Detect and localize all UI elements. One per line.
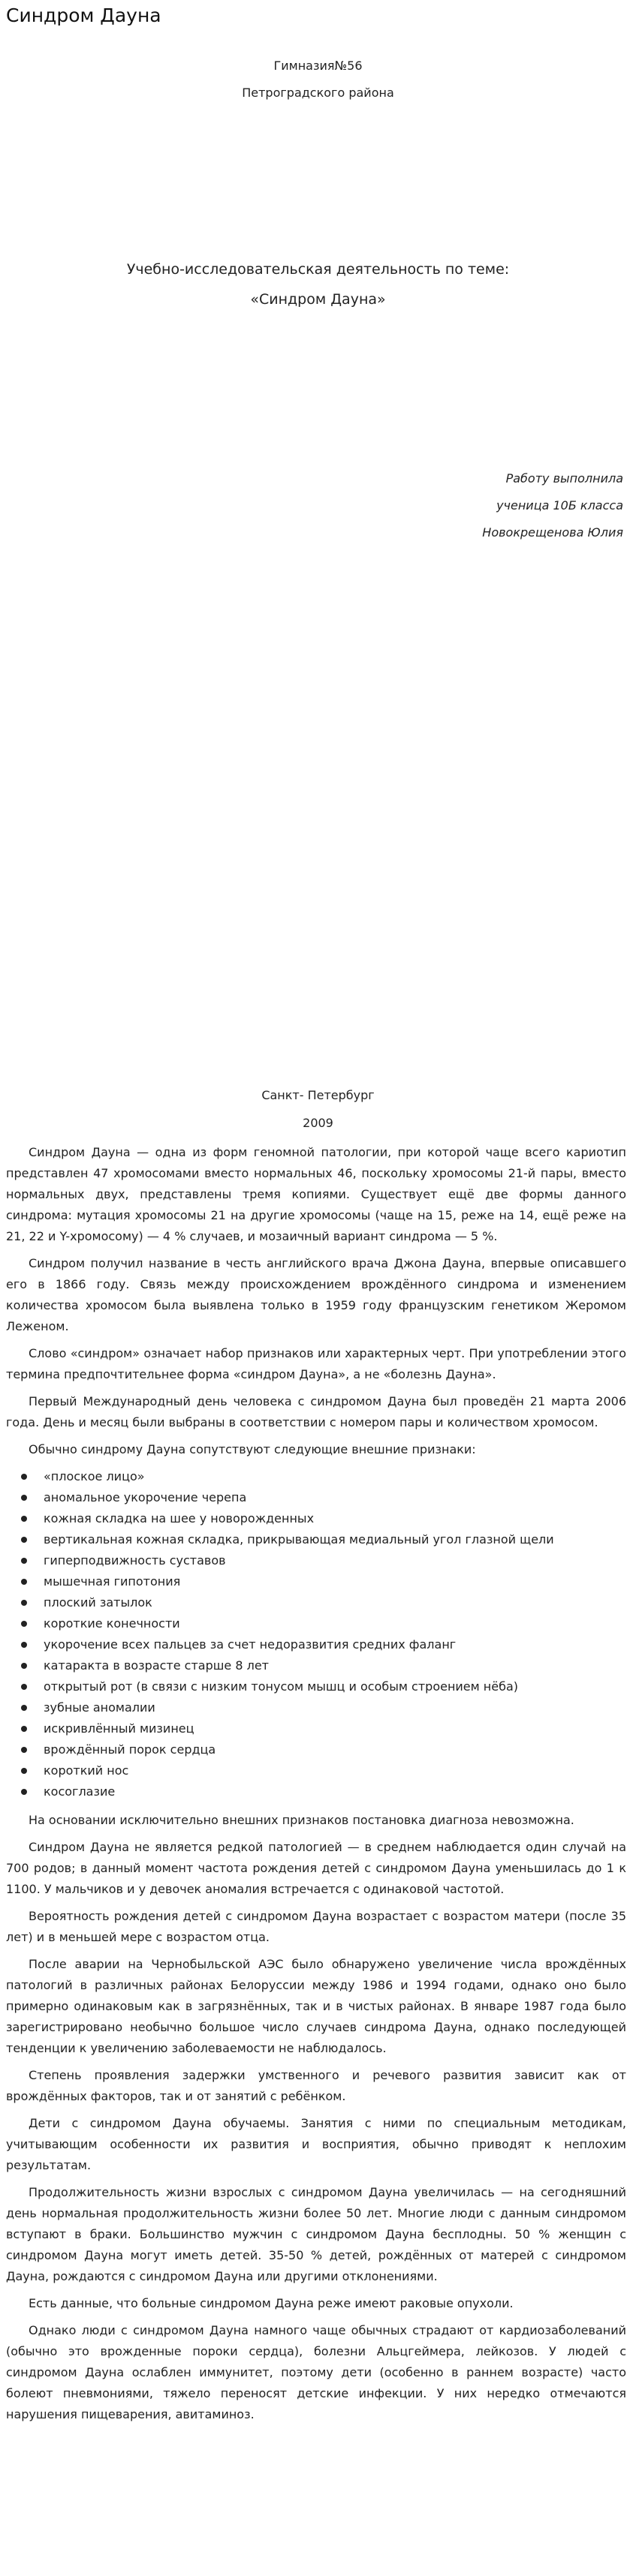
paragraph: Слово «синдром» означает набор признаков или характерных черт. При употреблении этого термина предпочтительнее форма «синдром Дауна», а не «болезнь Дауна». <box>6 1346 626 1381</box>
paragraph: Обычно синдрому Дауна сопутствуют следующие внешние признаки: <box>29 1442 476 1456</box>
bullet-icon <box>21 1789 27 1795</box>
bullet-icon <box>21 1495 27 1501</box>
list-item-text: аномальное укорочение черепа <box>44 1490 247 1504</box>
district-name: Петроградского района <box>242 86 394 100</box>
work-type: Учебно-исследовательская деятельность по теме: <box>126 261 510 278</box>
list-item-text: мышечная гипотония <box>44 1574 181 1589</box>
list-item-text: гиперподвижность суставов <box>44 1553 226 1568</box>
list-item <box>44 1760 626 1781</box>
bullet-icon <box>21 1600 27 1606</box>
city: Санкт- Петербург <box>261 1088 375 1102</box>
list-item-text: «плоское лицо» <box>44 1469 145 1483</box>
list-item-text: зубные аномалии <box>44 1700 155 1715</box>
list-item <box>44 1697 626 1718</box>
bullet-icon <box>21 1537 27 1543</box>
list-item-text: врождённый порок сердца <box>44 1742 216 1757</box>
paragraph: На основании исключительно внешних признаков постановка диагноза невозможна. <box>29 1813 574 1827</box>
list-item-text: короткий нос <box>44 1763 129 1778</box>
paragraph: Однако люди с синдромом Дауна намного чаще обычных страдают от кардиозаболеваний (обычно это врожденные пороки сердца), болезни Альцгеймера, лейкозов. У людей с синдромом Дауна ослаблен иммунитет, поэтому дети (особенно в раннем возрасте) часто болеют пневмониями, тяжело переносят детские инфекции. У них нередко отмечаются нарушения пищеварения, авитаминоз. <box>6 2323 626 2421</box>
paragraph: Первый Международный день человека с синдромом Дауна был проведён 21 марта 2006 года. День и месяц были выбраны в соответствии с номером пары и количеством хромосом. <box>6 1394 626 1429</box>
paragraph: Дети с синдромом Дауна обучаемы. Занятия с ними по специальным методикам, учитывающим особенности их развития и восприятия, обычно приводят к неплохим результатам. <box>6 2116 626 2172</box>
list-item-text: искривлённый мизинец <box>44 1721 194 1736</box>
list-item-text: вертикальная кожная складка, прикрывающая медиальный угол глазной щели <box>44 1532 554 1547</box>
list-item <box>44 1571 626 1592</box>
paragraph: После аварии на Чернобыльской АЭС было обнаружено увеличение числа врождённых патологий в различных районах Белоруссии между 1986 и 1994 годами, однако оно было примерно одинаковым как в загрязнённых, так и в чистых районах. В январе 1987 года было зарегистрировано необычно большое число случаев синдрома Дауна, однако последующей тенденции к увеличению заболеваемости не наблюдалось. <box>6 1957 626 2055</box>
article-body <box>6 1142 626 2431</box>
bullet-icon <box>21 1768 27 1774</box>
signs-list <box>6 1466 626 1802</box>
list-item <box>44 1550 626 1571</box>
paragraph: Синдром Дауна не является редкой патологией — в среднем наблюдается один случай на 700 родов; в данный момент частота рождения детей с синдромом Дауна уменьшилась до 1 к 1100. У мальчиков и у девочек аномалия встречается с одинаковой частотой. <box>6 1840 626 1896</box>
author-line-1: Работу выполнила <box>505 471 623 485</box>
paragraph: Есть данные, что больные синдромом Дауна реже имеют раковые опухоли. <box>29 2296 514 2310</box>
list-item <box>44 1676 626 1697</box>
list-item <box>44 1508 626 1529</box>
list-item <box>44 1781 626 1802</box>
paragraph: Синдром Дауна — одна из форм геномной патологии, при которой чаще всего кариотип представлен 47 хромосомами вместо нормальных 46, поскольку хромосомы 21-й пары, вместо нормальных двух, представлены тремя копиями. Существует ещё две формы данного синдрома: мутация хромосомы 21 на другие хромосомы (чаще на 15, реже на 14, ещё реже на 21, 22 и Y-хромосому) — 4 % случаев, и мозаичный вариант синдрома — 5 %. <box>6 1145 626 1243</box>
paragraph: Вероятность рождения детей с синдромом Дауна возрастает с возрастом матери (после 35 лет) и в меньшей мере с возрастом отца. <box>6 1909 626 1944</box>
list-item <box>44 1466 626 1487</box>
list-item-text: катаракта в возрасте старше 8 лет <box>44 1658 269 1673</box>
list-item-text: кожная складка на шее у новорожденных <box>44 1511 315 1525</box>
list-item-text: открытый рот (в связи с низким тонусом мышц и особым строением нёба) <box>44 1679 519 1694</box>
list-item-text: косоглазие <box>44 1784 116 1799</box>
list-item-text: короткие конечности <box>44 1616 180 1631</box>
bullet-icon <box>21 1663 27 1669</box>
paragraph: Степень проявления задержки умственного и речевого развития зависит как от врождённых факторов, так и от занятий с ребёнком. <box>6 2068 626 2103</box>
bullet-icon <box>21 1705 27 1711</box>
year: 2009 <box>303 1116 333 1130</box>
school-name: Гимназия№56 <box>273 59 363 73</box>
author-line-2: ученица 10Б класса <box>496 498 623 512</box>
list-item <box>44 1655 626 1676</box>
list-item-text: плоский затылок <box>44 1595 152 1610</box>
bullet-icon <box>21 1642 27 1648</box>
list-item <box>44 1613 626 1634</box>
bullet-icon <box>21 1621 27 1627</box>
bullet-icon <box>21 1747 27 1753</box>
bullet-icon <box>21 1684 27 1690</box>
list-item <box>44 1739 626 1760</box>
list-item-text: укорочение всех пальцев за счет недоразвития средних фаланг <box>44 1637 457 1652</box>
bullet-icon <box>21 1474 27 1480</box>
list-item <box>44 1718 626 1739</box>
bullet-icon <box>21 1516 27 1522</box>
list-item <box>44 1529 626 1550</box>
list-item <box>44 1634 626 1655</box>
topic-title: «Синдром Дауна» <box>250 291 386 308</box>
bullet-icon <box>21 1558 27 1564</box>
list-item <box>44 1487 626 1508</box>
bullet-icon <box>21 1726 27 1732</box>
page-title: Синдром Дауна <box>6 5 161 26</box>
paragraph: Продолжительность жизни взрослых с синдромом Дауна увеличилась — на сегодняшний день нормальная продолжительность жизни более 50 лет. Многие люди с данным синдромом вступают в браки. Большинство мужчин с синдромом Дауна бесплодны. 50 % женщин с синдромом Дауна могут иметь детей. 35-50 % детей, рождённых от матерей с синдромом Дауна, рождаются с синдромом Дауна или другими отклонениями. <box>6 2185 626 2283</box>
paragraph: Синдром получил название в честь английского врача Джона Дауна, впервые описавшего его в 1866 году. Связь между происхождением врождённого синдрома и изменением количества хромосом была выявлена только в 1959 году французским генетиком Жеромом Леженом. <box>6 1256 626 1333</box>
bullet-icon <box>21 1579 27 1585</box>
author-name: Новокрещенова Юлия <box>482 525 623 540</box>
list-item <box>44 1592 626 1613</box>
